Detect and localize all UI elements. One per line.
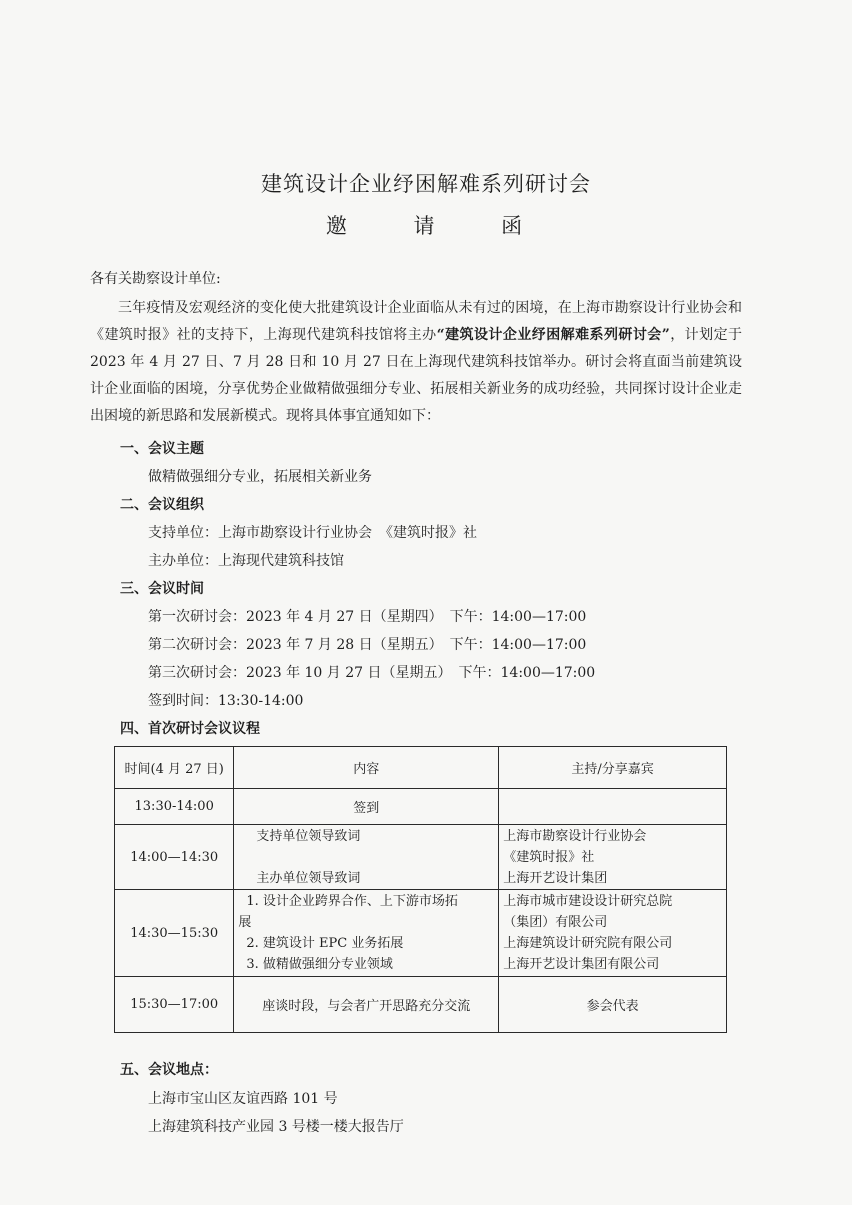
first-session-time: 第一次研讨会：2023 年 4 月 27 日（星期四） 下午：14:00—17:00 bbox=[148, 609, 587, 625]
row-content: 签到 bbox=[234, 789, 499, 825]
checkin-time: 签到时间：13:30-14:00 bbox=[148, 693, 304, 709]
support-units: 支持单位：上海市勘察设计行业协会 《建筑时报》社 bbox=[148, 525, 477, 541]
table-row bbox=[115, 789, 727, 825]
section-1-heading: 一、会议主题 bbox=[120, 441, 204, 457]
content-line: 主办单位领导致词 bbox=[256, 870, 361, 886]
row-time: 15:30—17:00 bbox=[115, 977, 234, 1033]
third-session-time: 第三次研讨会：2023 年 10 月 27 日（星期五） 下午：14:00—17:00 bbox=[148, 665, 596, 681]
section-3-heading: 三、会议时间 bbox=[120, 581, 204, 597]
row-time: 14:00—14:30 bbox=[115, 825, 234, 890]
host-line: 上海市勘察设计行业协会 bbox=[503, 828, 647, 844]
agenda-table bbox=[114, 746, 727, 1033]
content-line: 展 bbox=[238, 915, 252, 930]
row-host bbox=[499, 890, 727, 977]
document-subtitle: 邀 请 函 bbox=[325, 214, 553, 238]
second-session-time: 第二次研讨会：2023 年 7 月 28 日（星期五） 下午：14:00—17:00 bbox=[148, 637, 587, 653]
host-line: 上海开艺设计集团有限公司 bbox=[503, 957, 660, 972]
header-time: 时间(4 月 27 日) bbox=[115, 747, 234, 789]
row-content bbox=[234, 890, 499, 977]
row-host bbox=[499, 789, 727, 825]
section-1-theme: 做精做强细分专业，拓展相关新业务 bbox=[148, 469, 372, 485]
table-row bbox=[115, 890, 727, 977]
content-line: 支持单位领导致词 bbox=[256, 828, 361, 844]
row-time: 14:30—15:30 bbox=[115, 890, 234, 977]
section-2-heading: 二、会议组织 bbox=[120, 497, 204, 513]
host-line: 《建筑时报》社 bbox=[503, 849, 595, 865]
content-line bbox=[238, 847, 494, 868]
intro-paragraph bbox=[90, 295, 742, 430]
agenda-header-row bbox=[115, 747, 727, 789]
host-line: 上海市城市建设设计研究总院 bbox=[503, 894, 673, 909]
row-host bbox=[499, 825, 727, 890]
venue-address: 上海市宝山区友谊西路 101 号 bbox=[148, 1091, 338, 1107]
section-5-heading: 五、会议地点： bbox=[120, 1062, 218, 1078]
header-host: 主持/分享嘉宾 bbox=[499, 747, 727, 789]
host-line: （集团）有限公司 bbox=[503, 915, 608, 930]
salutation: 各有关勘察设计单位: bbox=[90, 271, 221, 287]
host-line: 上海建筑设计研究院有限公司 bbox=[503, 936, 673, 951]
row-content bbox=[234, 825, 499, 890]
row-host: 参会代表 bbox=[499, 977, 727, 1033]
header-content: 内容 bbox=[234, 747, 499, 789]
table-row bbox=[115, 977, 727, 1033]
venue-building: 上海建筑科技产业园 3 号楼一楼大报告厅 bbox=[148, 1119, 404, 1135]
intro-text-2: ，计划定于 2023 年 4 月 27 日、7 月 28 日和 10 月 27 日在上海现代建筑科技馆举办。研讨会将直面当前建筑设计企业面临的困境，分享优势企业做精做强细分专业、拓展相关新业务的成功经验，共同探讨设计企业走出困境的新思路和发展新模式。现将具体事宜通知如下： bbox=[90, 327, 743, 424]
host-line: 上海开艺设计集团 bbox=[503, 870, 608, 886]
intro-text-1: 三年疫情及宏观经济的变化使大批建筑设计企业面临从未有过的困境，在上海市勘察设计行业协会和《建筑时报》社的支持下，上海现代建筑科技馆将主办 bbox=[90, 300, 742, 343]
intro-highlight: “建筑设计企业纾困解难系列研讨会” bbox=[436, 327, 670, 343]
content-line: 1. 设计企业跨界合作、上下游市场拓 bbox=[246, 894, 458, 909]
section-4-heading: 四、首次研讨会议议程 bbox=[120, 721, 260, 737]
content-line: 2. 建筑设计 EPC 业务拓展 bbox=[246, 936, 404, 951]
row-content: 座谈时段，与会者广开思路充分交流 bbox=[234, 977, 499, 1033]
table-row bbox=[115, 825, 727, 890]
document-title: 建筑设计企业纾困解难系列研讨会 bbox=[261, 172, 591, 196]
row-time: 13:30-14:00 bbox=[115, 789, 234, 825]
content-line: 3. 做精做强细分专业领域 bbox=[246, 957, 393, 972]
host-unit: 主办单位：上海现代建筑科技馆 bbox=[148, 553, 344, 569]
